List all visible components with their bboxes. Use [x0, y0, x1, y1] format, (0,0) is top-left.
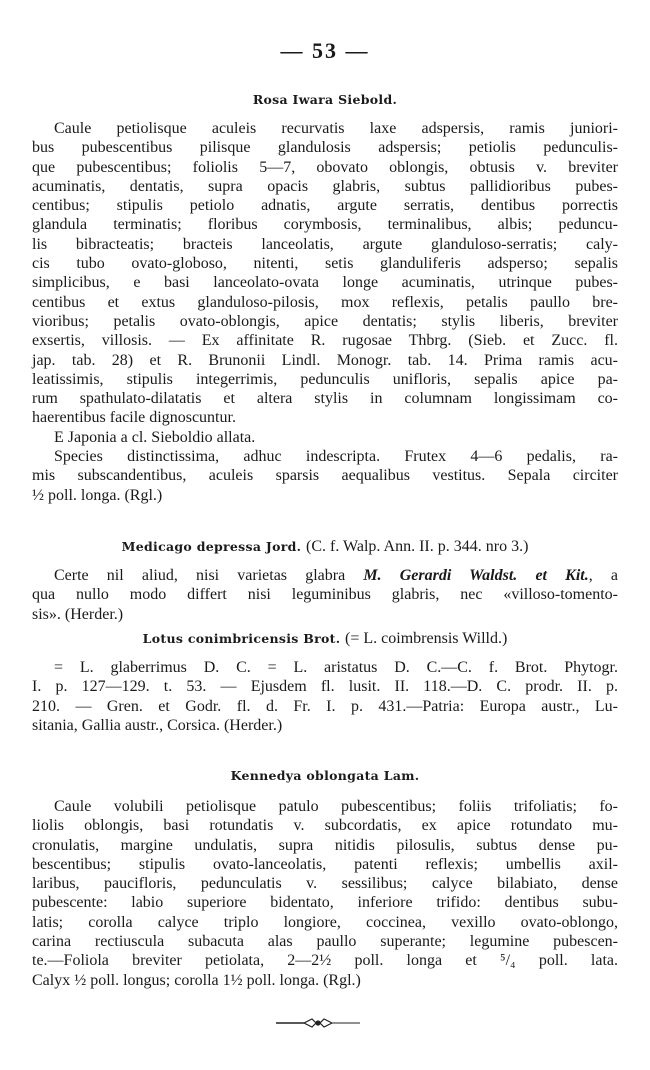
- text-line: mis subscandentibus, aculeis sparsis aequalibus vestitus. Sepala circiter: [32, 467, 618, 485]
- species-heading-lotus-conimbricensis: [0, 630, 650, 648]
- text-line: bus pubescentibus pilisque glandulosis adspersis; petiolis pedunculis-: [32, 139, 618, 157]
- text-line: te.—Foliola breviter petiolata, 2—2½ poll. longa et ⁵/₄ poll. lata.: [32, 952, 618, 970]
- ornament-divider-icon: [276, 1016, 360, 1030]
- text-line: centibus et extus glanduloso-pilosis, mox reflexis, petalis paullo bre-: [32, 293, 618, 311]
- text-fragment: , a: [588, 567, 618, 584]
- text-line: Species distinctissima, adhuc indescripta. Frutex 4—6 pedalis, ra-: [54, 448, 618, 465]
- text-line: sitania, Gallia austr., Corsica. (Herder.): [32, 716, 283, 734]
- text-line: acuminatis, dentatis, supra opacis glabris, subtus pallidioribus pubes-: [32, 177, 618, 195]
- text-line: qua nullo modo differt nisi leguminibus glabris, nec «villoso-tomento-: [32, 586, 618, 604]
- text-line: glandula terminatis; floribus corymbosis, terminalibus, albis; peduncu-: [32, 216, 618, 234]
- species-name: Lotus conimbricensis Brot.: [142, 631, 341, 646]
- page-number: — 53 —: [280, 38, 370, 63]
- text-line: cis tubo ovato-globoso, nitenti, setis glanduliferis adsperso; sepalis: [32, 255, 618, 273]
- text-line: Caule petiolisque aculeis recurvatis laxe adspersis, ramis juniori-: [54, 120, 618, 137]
- italic-reference: M. Gerardi Waldst. et Kit.: [345, 567, 589, 584]
- text-line: Certe nil aliud, nisi varietas glabra M. Gerardi Waldst. et Kit., a: [54, 567, 618, 584]
- species-heading-medicago-depressa: [0, 538, 650, 556]
- text-line: laribus, paucifloris, pedunculatis v. sessilibus; calyce bilabiato, dense: [32, 875, 618, 893]
- text-line: lis bibracteatis; bracteis lanceolatis, argute glanduloso-serratis; caly-: [32, 235, 618, 253]
- text-line: carina rectiuscula subacuta alas paullo superante; legumine pubescen-: [32, 933, 618, 951]
- description-paragraph: [32, 797, 618, 990]
- text-line: ½ poll. longa. (Rgl.): [32, 486, 163, 504]
- text-line: rum spathulato-dilatatis et altera stylis in columnam longissimam co-: [32, 390, 618, 408]
- text-line: liolis oblongis, basi rotundatis v. subcordatis, ex apice rotundato mu-: [32, 817, 618, 835]
- synonymy-paragraph: [32, 658, 618, 735]
- species-name: Rosa Iwara Siebold.: [252, 92, 398, 107]
- text-line: que pubescentibus; foliolis 5—7, obovato oblongis, obtusis v. breviter: [32, 158, 618, 176]
- species-heading-kennedya-oblongata: [0, 768, 650, 783]
- text-line: leatissimis, stipulis integerrimis, pedunculis unifloris, sepalis apice pa-: [32, 370, 618, 388]
- text-line: Caule volubili petiolisque patulo pubescentibus; foliis trifoliatis; fo-: [54, 798, 618, 815]
- species-reference: (= L. coimbrensis Willd.): [345, 630, 508, 647]
- origin-paragraph: [32, 428, 618, 447]
- text-line: cronulatis, margine undulatis, supra nitidis pilosulis, subtus dense pu-: [32, 836, 618, 854]
- notes-paragraph: [32, 447, 618, 505]
- text-line: sis». (Herder.): [32, 605, 124, 623]
- text-line: pubescente: labio superiore bidentato, inferiore trifido: dentibus subu-: [32, 894, 618, 912]
- text-line: Calyx ½ poll. longus; corolla 1½ poll. longa. (Rgl.): [32, 971, 361, 989]
- text-line: E Japonia a cl. Sieboldio allata.: [54, 429, 256, 446]
- species-reference: (C. f. Walp. Ann. II. p. 344. nro 3.): [306, 538, 529, 555]
- text-line: = L. glaberrimus D. C. = L. aristatus D. C.—C. f. Brot. Phytogr.: [54, 659, 618, 676]
- species-name: Medicago depressa Jord.: [121, 539, 302, 554]
- text-line: jap. tab. 28) et R. Brunonii Lindl. Monogr. tab. 14. Prima ramis acu-: [32, 351, 618, 369]
- species-name: Kennedya oblongata Lam.: [230, 768, 420, 783]
- text-line: latis; corolla calyce triplo longiore, coccinea, vexillo ovato-oblongo,: [32, 913, 618, 931]
- description-paragraph: [32, 119, 618, 428]
- text-line: bescentibus; stipulis ovato-lanceolatis, patenti reflexis; umbellis axil-: [32, 855, 618, 873]
- text-line: haerentibus facile dignoscuntur.: [32, 409, 236, 427]
- text-line: exsertis, villosis. — Ex affinitate R. rugosae Thbrg. (Sieb. et Zucc. fl.: [32, 332, 618, 350]
- text-line: vioribus; petalis ovato-oblongis, apice dentatis; stylis liberis, breviter: [32, 312, 618, 330]
- text-line: centibus; stipulis petiolo adnatis, argute serratis, dentibus porrectis: [32, 197, 618, 215]
- text-line: simplicibus, e basi lanceolato-ovata longe acuminatis, utrinque pubes-: [32, 274, 618, 292]
- species-heading-rosa-iwara: [0, 92, 650, 107]
- text-line: I. p. 127—129. t. 53. — Ejusdem fl. lusit. II. 118.—D. C. prodr. II. p.: [32, 678, 618, 696]
- text-line: 210. — Gren. et Godr. fl. d. Fr. I. p. 431.—Patria: Europa austr., Lu-: [32, 697, 618, 715]
- description-paragraph: [32, 566, 618, 624]
